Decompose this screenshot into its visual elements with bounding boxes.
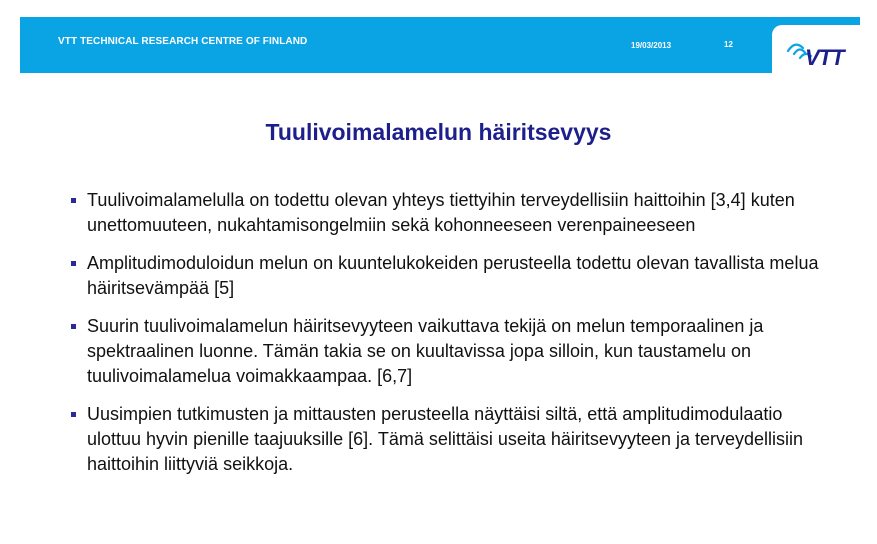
slide-title: Tuulivoimalamelun häiritsevyys	[265, 119, 612, 145]
bullet-marker	[71, 261, 76, 266]
bullet-text: Uusimpien tutkimusten ja mittausten perusteella näyttäisi siltä, että amplitudimodulaatio ulottuu hyvin pienille taajuuksille [6]. Tämä selittäisi useita häiritsevyyteen ja terveydellisiin haittoihin liittyviä seikkoja.	[87, 404, 804, 474]
page-number: 12	[724, 40, 733, 49]
bullet-list	[70, 188, 840, 490]
bullet-text: Tuulivoimalamelulla on todettu olevan yhteys tiettyihin terveydellisiin haittoihin [3,4] kuten unettomuuteen, nukahtamisongelmiin sekä kohonneeseen verenpaineeseen	[87, 190, 795, 235]
organization-name: VTT TECHNICAL RESEARCH CENTRE OF FINLAND	[58, 36, 308, 47]
bullet-text: Suurin tuulivoimalamelun häiritsevyyteen vaikuttava tekijä on melun temporaalinen ja spektraalinen luonne. Tämän takia se on kuultavissa jopa silloin, kun taustamelu on tuulivoimalamelua voimakkaampaa. [6,7]	[87, 316, 764, 386]
bullet-text: Amplitudimoduloidun melun on kuuntelukokeiden perusteella todettu olevan tavallista melua häiritsevämpää [5]	[87, 253, 819, 298]
header-bar	[20, 17, 860, 73]
bullet-item	[70, 314, 840, 389]
bullet-marker	[71, 324, 76, 329]
vtt-logo	[772, 25, 860, 73]
slide-date: 19/03/2013	[631, 41, 672, 50]
bullet-marker	[71, 412, 76, 417]
bullet-item	[70, 188, 840, 238]
bullet-marker	[71, 198, 76, 203]
bullet-item	[70, 402, 840, 477]
vtt-logo-text: VTT	[805, 45, 844, 70]
bullet-item	[70, 251, 840, 301]
